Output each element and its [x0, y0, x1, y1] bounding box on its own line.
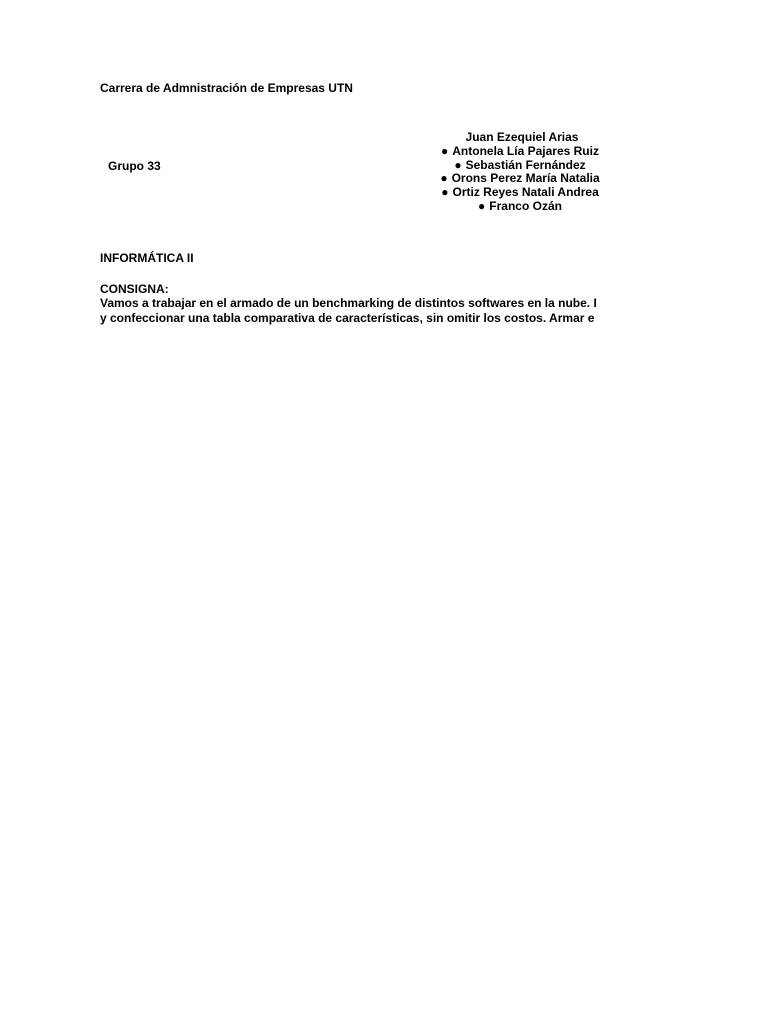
member-item [420, 172, 620, 186]
bullet-icon: ● [440, 171, 448, 186]
consigna-body [100, 296, 635, 326]
member-list [420, 131, 620, 214]
consigna-heading: CONSIGNA: [100, 282, 169, 296]
member-name: Juan Ezequiel Arias [465, 130, 579, 144]
member-name: Franco Ozán [489, 198, 562, 213]
member-item [420, 200, 620, 214]
member-item [420, 131, 620, 145]
subject-heading: INFORMÁTICA II [100, 251, 194, 265]
member-name: Ortiz Reyes Natali Andrea [452, 185, 599, 200]
bullet-icon: ● [441, 143, 449, 158]
bullet-icon: ● [454, 157, 462, 172]
member-item [420, 186, 620, 200]
consigna-line: y confeccionar una tabla comparativa de características, sin omitir los costos. Armar e [100, 311, 595, 325]
member-name: Sebastián Fernández [465, 157, 586, 172]
member-name: Orons Perez María Natalia [451, 171, 600, 186]
member-name: Antonela Lía Pajares Ruiz [452, 143, 599, 158]
member-item [420, 159, 620, 173]
consigna-line: Vamos a trabajar en el armado de un benchmarking de distintos softwares en la nube. I [100, 296, 597, 310]
bullet-icon: ● [478, 198, 486, 213]
member-item [420, 145, 620, 159]
document-header: Carrera de Admnistración de Empresas UTN [100, 81, 353, 95]
group-label: Grupo 33 [108, 159, 161, 173]
bullet-icon: ● [441, 185, 449, 200]
